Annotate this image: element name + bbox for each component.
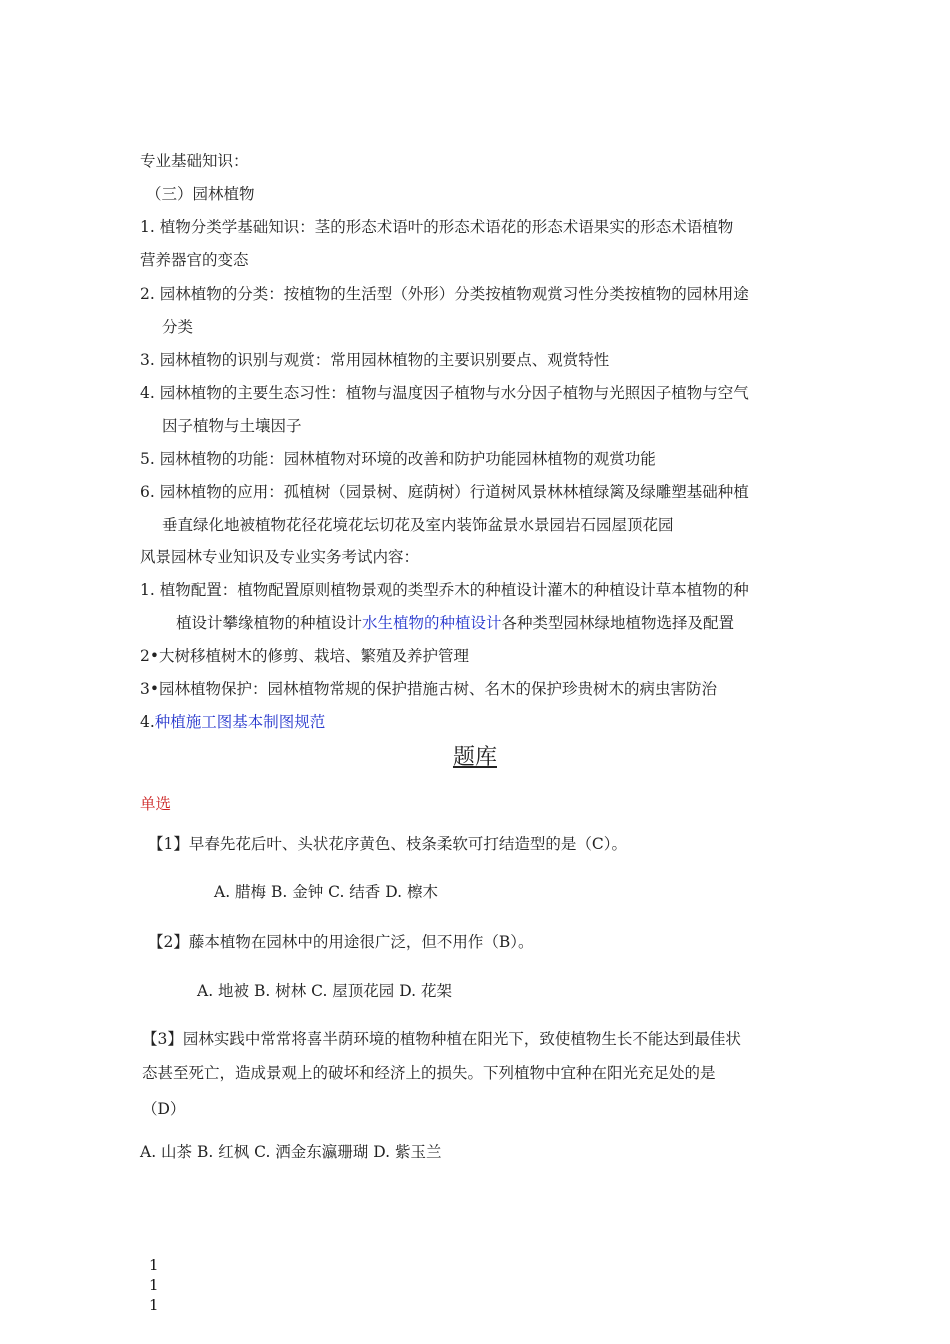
question-3-options: A. 山茶 B. 红枫 C. 洒金东瀛珊瑚 D. 紫玉兰 bbox=[140, 1143, 442, 1161]
syllabus-item-5: 5. 园林植物的功能：园林植物对环境的改善和防护功能园林植物的观赏功能 bbox=[140, 450, 656, 468]
syllabus-item-4-line-2: 因子植物与土壤因子 bbox=[162, 417, 302, 435]
syllabus-item-6-line-1: 6. 园林植物的应用：孤植树（园景树、庭荫树）行道树风景林林植绿篱及绿雕塑基础种植 bbox=[140, 483, 749, 501]
question-1-stem: 【1】早春先花后叶、头状花序黄色、枝条柔软可打结造型的是（C）。 bbox=[148, 835, 627, 853]
drawing-standard-link[interactable]: 种植施工图基本制图规范 bbox=[154, 713, 326, 731]
practice-item-4-number: 4. bbox=[140, 713, 155, 731]
practice-item-3: 3•园林植物保护：园林植物常规的保护措施古树、名木的保护珍贵树木的病虫害防治 bbox=[140, 680, 718, 698]
syllabus-item-3: 3. 园林植物的识别与观赏：常用园林植物的主要识别要点、观赏特性 bbox=[140, 351, 610, 369]
syllabus-item-1-line-1: 1. 植物分类学基础知识：茎的形态术语叶的形态术语花的形态术语果实的形态术语植物 bbox=[140, 218, 734, 236]
question-1-options: A. 腊梅 B. 金钟 C. 结香 D. 檫木 bbox=[214, 883, 438, 901]
question-3-stem-line-2: 态甚至死亡，造成景观上的破坏和经济上的损失。下列植物中宜种在阳光充足处的是 bbox=[142, 1064, 716, 1082]
question-2-options: A. 地被 B. 树林 C. 屋顶花园 D. 花架 bbox=[197, 982, 452, 1000]
practice-item-1-rest: 各种类型园林绿地植物选择及配置 bbox=[501, 614, 735, 632]
page-number: 1 bbox=[149, 1296, 159, 1314]
syllabus-item-6-line-2: 垂直绿化地被植物花径花境花坛切花及室内装饰盆景水景园岩石园屋顶花园 bbox=[162, 516, 674, 534]
practice-item-1-line-2 bbox=[176, 613, 734, 633]
page-number: 1 bbox=[149, 1256, 159, 1274]
syllabus-heading: 专业基础知识： bbox=[140, 152, 249, 170]
question-bank-title: 题库 bbox=[452, 745, 497, 770]
syllabus-item-2-line-2: 分类 bbox=[162, 318, 194, 336]
question-2-stem: 【2】藤本植物在园林中的用途很广泛，但不用作（B）。 bbox=[148, 933, 534, 951]
practice-item-1-line-1: 1. 植物配置：植物配置原则植物景观的类型乔木的种植设计灌木的种植设计草本植物的种 bbox=[140, 581, 749, 599]
practice-heading: 风景园林专业知识及专业实务考试内容： bbox=[140, 548, 420, 566]
syllabus-item-1-line-2: 营养器官的变态 bbox=[140, 251, 249, 269]
syllabus-item-4-line-1: 4. 园林植物的主要生态习性：植物与温度因子植物与水分因子植物与光照因子植物与空气 bbox=[140, 384, 749, 402]
practice-item-2: 2•大树移植树木的修剪、栽培、繁殖及养护管理 bbox=[140, 647, 470, 665]
aquatic-planting-link[interactable]: 水生植物的种植设计 bbox=[362, 614, 502, 632]
practice-item-1-text: 植设计攀缘植物的种植设计 bbox=[176, 614, 363, 632]
question-3-stem-line-1: 【3】园林实践中常常将喜半荫环境的植物种植在阳光下，致使植物生长不能达到最佳状 bbox=[142, 1030, 741, 1048]
question-category: 单选 bbox=[140, 795, 172, 813]
practice-item-4 bbox=[140, 712, 325, 732]
question-3-stem-line-3: （D） bbox=[142, 1100, 186, 1118]
page-number: 1 bbox=[149, 1276, 159, 1294]
syllabus-item-2-line-1: 2. 园林植物的分类：按植物的生活型（外形）分类按植物观赏习性分类按植物的园林用途 bbox=[140, 285, 749, 303]
section-title: （三）园林植物 bbox=[146, 185, 255, 203]
